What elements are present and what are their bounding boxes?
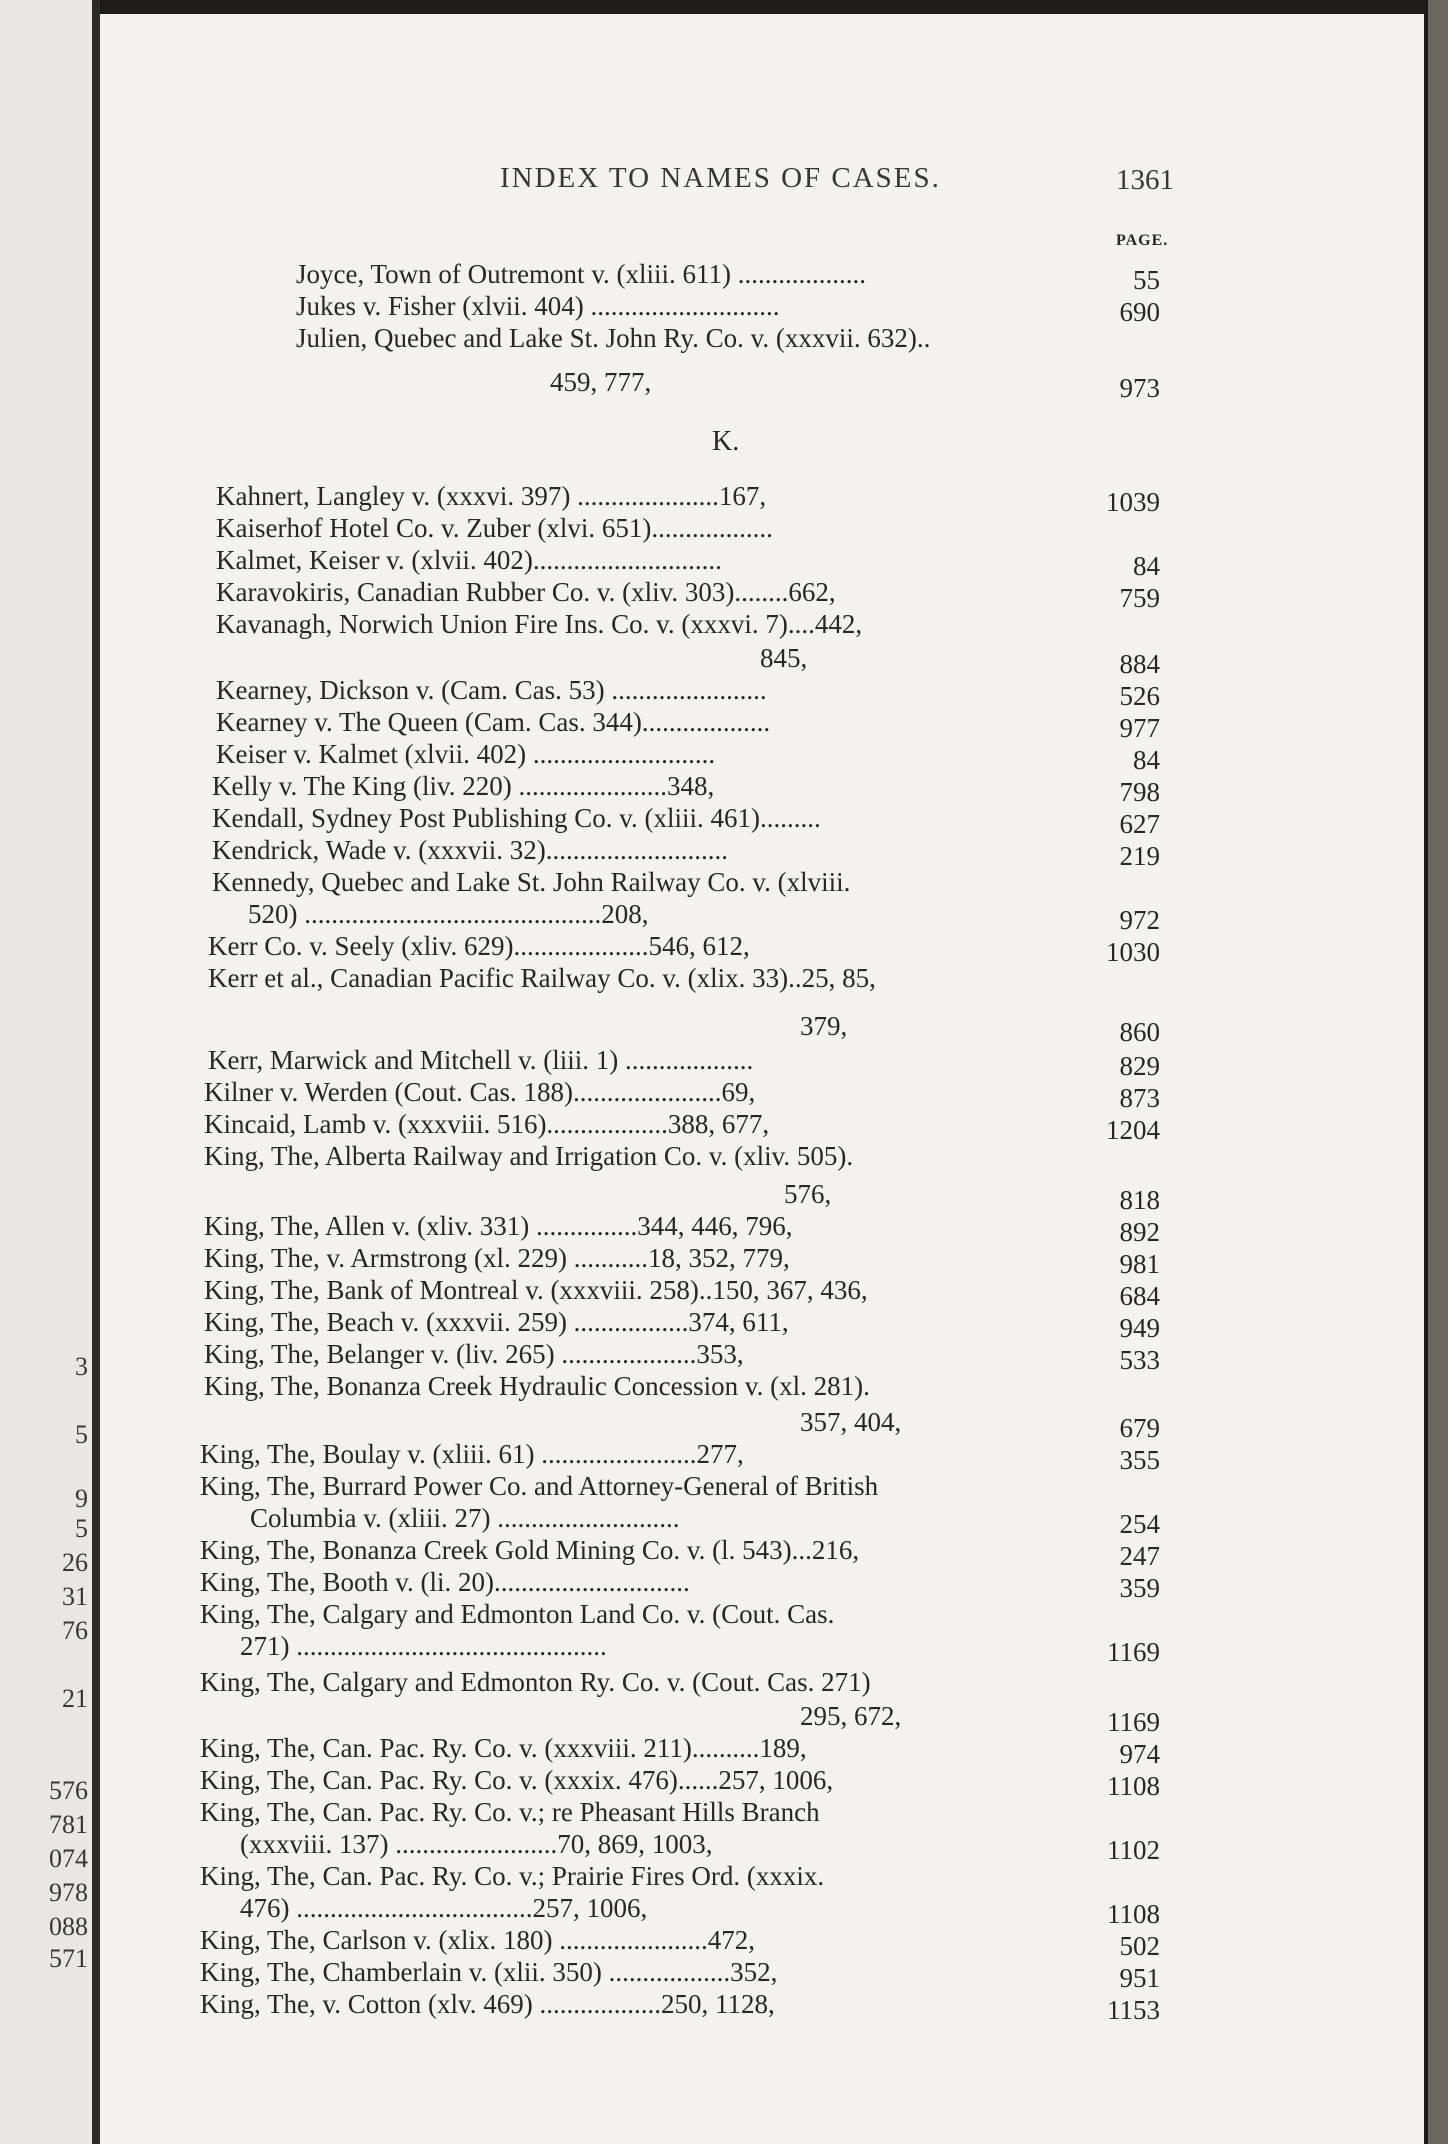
index-entry-page: 798 — [1119, 777, 1160, 807]
index-entry-text: Kendrick, Wade v. (xxxvii. 32)........................... — [212, 835, 728, 865]
index-entry-text: King, The, Beach v. (xxxvii. 259) .................374, 611, — [204, 1307, 789, 1337]
index-entry-page: 526 — [1119, 681, 1160, 711]
index-entry-page: 759 — [1119, 583, 1160, 613]
index-entry-text: 576, — [784, 1179, 832, 1209]
index-entry-page: 972 — [1119, 905, 1160, 935]
page-number: 1361 — [1116, 164, 1174, 196]
index-entry-page: 684 — [1119, 1281, 1160, 1311]
index-entry-text: King, The, Calgary and Edmonton Ry. Co. v. (Cout. Cas. 271) — [200, 1667, 871, 1697]
page-edge — [1428, 0, 1448, 2144]
book-gutter — [92, 0, 100, 2144]
index-entry-page: 818 — [1119, 1185, 1160, 1215]
index-entry-page: 1102 — [1107, 1835, 1160, 1865]
index-entry-page: 502 — [1119, 1931, 1160, 1961]
index-entry-text: Kearney, Dickson v. (Cam. Cas. 53) ....................... — [216, 675, 767, 705]
index-entry-text: 295, 672, — [800, 1701, 902, 1731]
index-entry-text: King, The, Bank of Montreal v. (xxxviii. 258)..150, 367, 436, — [204, 1275, 868, 1305]
index-entry-text: Kerr, Marwick and Mitchell v. (liii. 1) ................... — [208, 1045, 754, 1075]
index-entry-text: Kerr Co. v. Seely (xliv. 629)....................546, 612, — [208, 931, 750, 961]
index-entry-text: Kearney v. The Queen (Cam. Cas. 344)................... — [216, 707, 771, 737]
index-entry-text: (xxxviii. 137) ........................70, 869, 1003, — [240, 1829, 713, 1859]
index-entry-page: 873 — [1119, 1083, 1160, 1113]
facing-page-number: 571 — [49, 1944, 88, 1973]
index-entry-page: 627 — [1119, 809, 1160, 839]
index-entry-text: King, The, Bonanza Creek Hydraulic Concession v. (xl. 281). — [204, 1371, 870, 1401]
facing-page-fragment — [0, 0, 92, 2144]
index-entry-text: Julien, Quebec and Lake St. John Ry. Co. v. (xxxvii. 632).. — [296, 323, 931, 353]
index-entry-text: King, The, Can. Pac. Ry. Co. v. (xxxviii. 211)..........189, — [200, 1733, 807, 1763]
index-entry-text: King, The, Belanger v. (liv. 265) ....................353, — [204, 1339, 744, 1369]
index-entry-text: King, The, Booth v. (li. 20)............................. — [200, 1567, 690, 1597]
index-entry-text: King, The, v. Cotton (xlv. 469) ..................250, 1128, — [200, 1989, 775, 2019]
facing-page-number: 978 — [49, 1878, 88, 1907]
index-entry-page: 951 — [1119, 1963, 1160, 1993]
index-entry-text: Jukes v. Fisher (xlvii. 404) ............................ — [296, 291, 780, 321]
index-entry-text: Kaiserhof Hotel Co. v. Zuber (xlvi. 651).................. — [216, 513, 773, 543]
index-entry-text: 520) ............................................208, — [248, 899, 649, 929]
index-entry-page: 533 — [1119, 1345, 1160, 1375]
index-entry-page: 949 — [1119, 1313, 1160, 1343]
index-entry-text: Columbia v. (xliii. 27) ........................... — [250, 1503, 680, 1533]
index-entry-page: 892 — [1119, 1217, 1160, 1247]
facing-page-number: 576 — [49, 1776, 88, 1805]
facing-page-number: 5 — [75, 1514, 88, 1543]
index-entry-text: Joyce, Town of Outremont v. (xliii. 611) ................... — [296, 259, 867, 289]
index-entry-text: King, The, Allen v. (xliv. 331) ...............344, 446, 796, — [204, 1211, 793, 1241]
index-entry-page: 860 — [1119, 1017, 1160, 1047]
index-entry-page: 55 — [1133, 265, 1160, 295]
index-entry-page: 247 — [1119, 1541, 1160, 1571]
facing-page-number: 781 — [49, 1810, 88, 1839]
facing-page-number: 21 — [62, 1684, 88, 1713]
facing-page-number: 76 — [62, 1616, 88, 1645]
index-entry-text: Kincaid, Lamb v. (xxxviii. 516)..................388, 677, — [204, 1109, 770, 1139]
index-entry-page: 84 — [1133, 551, 1160, 581]
running-header: INDEX TO NAMES OF CASES. — [500, 162, 941, 194]
index-entry-text: 357, 404, — [800, 1407, 902, 1437]
facing-page-number: 074 — [49, 1844, 88, 1873]
index-entry-text: King, The, Bonanza Creek Gold Mining Co. v. (l. 543)...216, — [200, 1535, 860, 1565]
index-entry-page: 219 — [1119, 841, 1160, 871]
index-entry-text: Keiser v. Kalmet (xlvii. 402) ........................... — [216, 739, 716, 769]
index-entry-page: 690 — [1119, 297, 1160, 327]
index-entry-text: King, The, Calgary and Edmonton Land Co. v. (Cout. Cas. — [200, 1599, 835, 1629]
index-entry-text: King, The, Carlson v. (xlix. 180) ......................472, — [200, 1925, 755, 1955]
index-entry-text: Kahnert, Langley v. (xxxvi. 397) .....................167, — [216, 481, 767, 511]
index-entry-text: King, The, Can. Pac. Ry. Co. v.; Prairie Fires Ord. (xxxix. — [200, 1861, 825, 1891]
facing-page-number: 5 — [75, 1420, 88, 1449]
index-entry-page: 1108 — [1107, 1899, 1160, 1929]
index-entry-text: King, The, v. Armstrong (xl. 229) ...........18, 352, 779, — [204, 1243, 790, 1273]
index-entry-text: 476) ...................................257, 1006, — [240, 1893, 648, 1923]
index-entry-text: Karavokiris, Canadian Rubber Co. v. (xliv. 303)........662, — [216, 577, 836, 607]
facing-page-number: 9 — [75, 1484, 88, 1513]
section-heading: K. — [712, 426, 740, 457]
index-entry-page: 973 — [1119, 373, 1160, 403]
index-entry-page: 355 — [1119, 1445, 1160, 1475]
index-entry-text: Kavanagh, Norwich Union Fire Ins. Co. v. (xxxvi. 7)....442, — [216, 609, 863, 639]
index-entry-page: 974 — [1119, 1739, 1160, 1769]
index-entry-page: 679 — [1119, 1413, 1160, 1443]
index-entry-page: 829 — [1119, 1051, 1160, 1081]
index-entry-text: King, The, Burrard Power Co. and Attorney-General of British — [200, 1471, 879, 1501]
index-entry-text: Kalmet, Keiser v. (xlvii. 402)............................ — [216, 545, 722, 575]
facing-page-number: 26 — [62, 1548, 88, 1577]
index-entry-text: Kendall, Sydney Post Publishing Co. v. (xliii. 461)......... — [212, 803, 821, 833]
index-entry-text: 271) .............................................. — [240, 1631, 607, 1661]
index-entry-page: 84 — [1133, 745, 1160, 775]
index-entry-page: 977 — [1119, 713, 1160, 743]
facing-page-number: 3 — [75, 1352, 88, 1381]
index-entry-text: King, The, Chamberlain v. (xlii. 350) ..................352, — [200, 1957, 778, 1987]
index-entry-text: 845, — [760, 643, 808, 673]
index-entry-page: 1153 — [1107, 1995, 1160, 2025]
index-entry-page: 254 — [1119, 1509, 1160, 1539]
index-entry-page: 359 — [1119, 1573, 1160, 1603]
index-entry-text: King, The, Boulay v. (xliii. 61) .......................277, — [200, 1439, 744, 1469]
index-entry-text: Kelly v. The King (liv. 220) ......................348, — [212, 771, 715, 801]
index-entry-page: 884 — [1119, 649, 1160, 679]
index-entry-page: 1169 — [1107, 1637, 1160, 1667]
index-entry-text: Kerr et al., Canadian Pacific Railway Co. v. (xlix. 33)..25, 85, — [208, 963, 876, 993]
index-entry-text: 379, — [800, 1011, 848, 1041]
index-entry-text: King, The, Can. Pac. Ry. Co. v. (xxxix. 476)......257, 1006, — [200, 1765, 834, 1795]
facing-page-number: 088 — [49, 1912, 88, 1941]
index-entry-page: 1169 — [1107, 1707, 1160, 1737]
index-entry-text: King, The, Alberta Railway and Irrigation Co. v. (xliv. 505). — [204, 1141, 854, 1171]
index-entry-page: 1204 — [1106, 1115, 1160, 1145]
index-entry-page: 981 — [1119, 1249, 1160, 1279]
page-column-label: PAGE. — [1116, 232, 1169, 249]
index-entry-page: 1039 — [1106, 487, 1160, 517]
index-entry-page: 1108 — [1107, 1771, 1160, 1801]
index-entry-text: King, The, Can. Pac. Ry. Co. v.; re Pheasant Hills Branch — [200, 1797, 820, 1827]
index-entry-text: 459, 777, — [550, 367, 652, 397]
facing-page-number: 31 — [62, 1582, 88, 1611]
index-entry-text: Kilner v. Werden (Cout. Cas. 188)......................69, — [204, 1077, 756, 1107]
index-page — [100, 14, 1424, 2144]
index-entry-page: 1030 — [1106, 937, 1160, 967]
index-entry-text: Kennedy, Quebec and Lake St. John Railway Co. v. (xlviii. — [212, 867, 851, 897]
